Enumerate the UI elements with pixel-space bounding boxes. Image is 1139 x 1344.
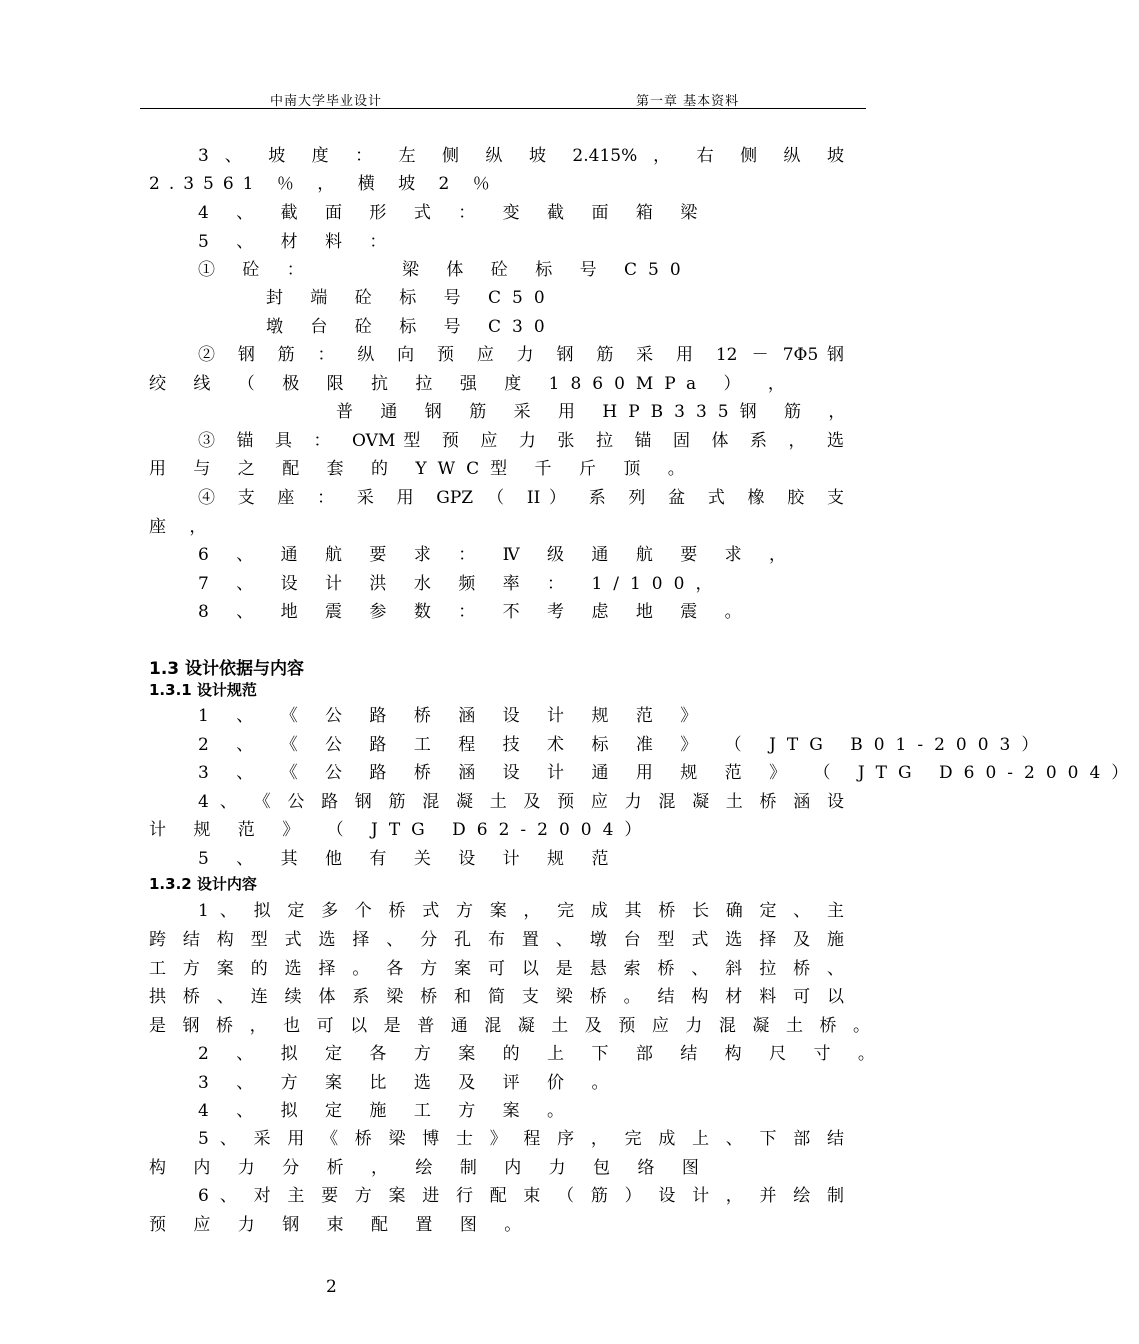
content-line: 跨 结 构 型 式 选 择 、 分 孔 布 置 、 墩 台 型 式 选 择 及 施 — [149, 930, 844, 950]
content-line: 6 、 对 主 要 方 案 进 行 配 束 （ 筋 ） 设 计 ， 并 绘 制 — [198, 1186, 844, 1206]
content-line: 拱 桥 、 连 续 体 系 梁 桥 和 简 支 梁 桥 。 结 构 材 料 可 以 — [149, 987, 844, 1007]
page-header-left: 中南大学毕业设计 — [270, 94, 383, 109]
text-line: ③ 锚 具 ： OVM型 预 应 力 张 拉 锚 固 体 系 ， 选 — [198, 431, 844, 451]
subsection-heading: 1.3.2 设计内容 — [149, 875, 257, 893]
code-line: 4 、 《 公 路 钢 筋 混 凝 土 及 预 应 力 混 凝 土 桥 涵 设 — [198, 792, 844, 812]
text-line: ② 钢 筋 ： 纵 向 预 应 力 钢 筋 采 用 12 － 7Φ5钢 — [198, 345, 844, 365]
content-line: 1 、 拟 定 多 个 桥 式 方 案 ， 完 成 其 桥 长 确 定 、 主 — [198, 901, 844, 921]
code-line: 3 、 《 公 路 桥 涵 设 计 通 用 规 范 》 （ JTG D60-2004） — [198, 763, 1139, 783]
text-line: 墩 台 砼 标 号 C30 — [266, 317, 556, 337]
text-line: 2.3561 ％ ， 横 坡 2 ％ — [149, 174, 499, 194]
section-heading: 1.3 设计依据与内容 — [149, 659, 305, 679]
text-line: 5 、 材 料 ： — [198, 232, 398, 252]
content-line: 预 应 力 钢 束 配 置 图 。 — [149, 1215, 533, 1235]
text-line: 梁 体 砼 标 号 C50 — [402, 260, 692, 280]
text-line: 8 、 地 震 参 数 ： 不 考 虑 地 震 。 — [198, 602, 753, 622]
text-line: 封 端 砼 标 号 C50 — [266, 288, 556, 308]
page-header-right: 第一章 基本资料 — [636, 94, 740, 109]
content-line: 构 内 力 分 析 ， 绘 制 内 力 包 络 图 — [149, 1158, 710, 1178]
text-line: 6 、 通 航 要 求 ： Ⅳ 级 通 航 要 求 ， — [198, 545, 798, 565]
text-line: ① 砼 ： — [198, 260, 315, 280]
text-line: 座 ， — [149, 517, 216, 537]
text-line: 3 、 坡 度 ： 左 侧 纵 坡 2.415% ， 右 侧 纵 坡 — [198, 146, 844, 166]
text-line: 绞 线 （ 极 限 抗 拉 强 度 1860MPa ） ， — [149, 374, 796, 394]
content-line: 工 方 案 的 选 择 。 各 方 案 可 以 是 悬 索 桥 、 斜 拉 桥 、 — [149, 959, 844, 979]
text-line: ④ 支 座 ： 采 用 GPZ （ II） 系 列 盆 式 橡 胶 支 — [198, 488, 844, 508]
content-line: 5 、 采 用 《 桥 梁 博 士 》 程 序 ， 完 成 上 、 下 部 结 — [198, 1129, 844, 1149]
code-line: 2 、 《 公 路 工 程 技 术 标 准 》 （ JTG B01-2003） — [198, 735, 1050, 755]
page-number: 2 — [326, 1277, 337, 1297]
text-line: 7 、 设 计 洪 水 频 率 ： 1/100， — [198, 574, 724, 594]
text-line: 4 、 截 面 形 式 ： 变 截 面 箱 梁 — [198, 203, 709, 223]
content-line: 2 、 拟 定 各 方 案 的 上 下 部 结 构 尺 寸 。 — [198, 1044, 886, 1064]
text-line: 普 通 钢 筋 采 用 HPB335钢 筋 ， — [336, 402, 857, 422]
content-line: 4 、 拟 定 施 工 方 案 。 — [198, 1101, 576, 1121]
subsection-heading: 1.3.1 设计规范 — [149, 681, 257, 699]
header-rule — [140, 108, 866, 109]
text-line: 用 与 之 配 套 的 YWC型 千 斤 顶 。 — [149, 459, 696, 479]
code-line: 5 、 其 他 有 关 设 计 规 范 — [198, 849, 620, 869]
content-line: 是 钢 桥 ， 也 可 以 是 普 通 混 凝 土 及 预 应 力 混 凝 土 桥 。 — [149, 1016, 870, 1036]
content-line: 3 、 方 案 比 选 及 评 价 。 — [198, 1073, 620, 1093]
code-line: 1 、 《 公 路 桥 涵 设 计 规 范 》 — [198, 706, 709, 726]
code-line: 计 规 范 》 （ JTG D62-2004） — [149, 820, 653, 840]
